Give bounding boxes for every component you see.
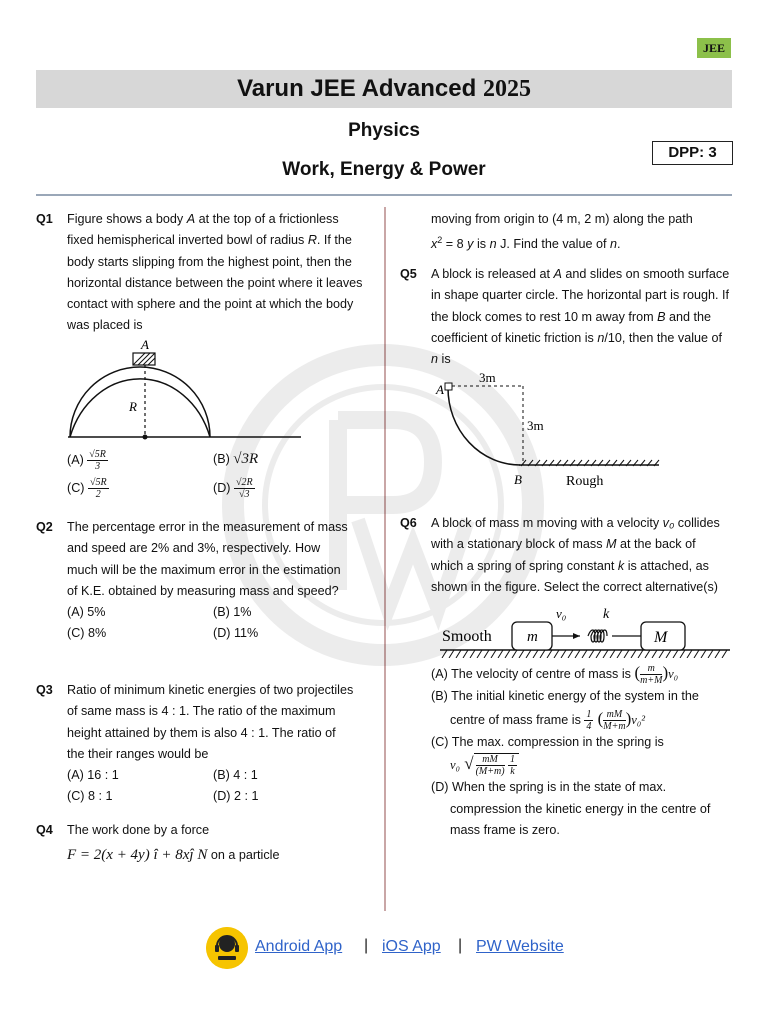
ios-app-link[interactable]: iOS App bbox=[382, 938, 441, 955]
option-d[interactable]: (D) 2 : 1 bbox=[213, 789, 259, 804]
option-a[interactable]: (A) 16 : 1 bbox=[67, 768, 119, 783]
q4-continued-line2: $x^2 = 8$ y is n J. Find the value of n. bbox=[431, 235, 621, 252]
question-q5 bbox=[400, 264, 730, 492]
option-a[interactable]: (A) The velocity of centre of mass is ( $\frac{m}{m+M}$ )v₀ bbox=[431, 663, 679, 687]
question-number: Q5 bbox=[400, 267, 417, 281]
page-title-text: Varun JEE Advanced bbox=[237, 75, 477, 102]
question-text: Ratio of minimum kinetic energies of two projectiles of same mass is 4 : 1. The ratio of the maximum height attained by them is also 4 : 1. The ratio of the their ranges would be bbox=[67, 683, 354, 761]
option-d[interactable]: (D) When the spring is in the state of max. compression the kinetic energy in the centre of mass frame is zero. bbox=[431, 780, 711, 837]
q1-label-r: R bbox=[129, 398, 137, 414]
question-number: Q3 bbox=[36, 683, 53, 697]
q5-label-a: A bbox=[436, 382, 444, 398]
page-title-year: 2025 bbox=[482, 76, 531, 102]
footer-separator: | bbox=[364, 937, 369, 954]
question-q1 bbox=[36, 209, 366, 507]
option-d[interactable]: (D) 11% bbox=[213, 626, 259, 641]
q4-continued-line1: moving from origin to (4 m, 2 m) along the path bbox=[431, 212, 693, 226]
option-c[interactable]: (C) The max. compression in the spring is v₀ √ $\frac{mM}{(M+m)}$ $\frac{1}{k}$ bbox=[431, 734, 664, 778]
q5-side-length: 3m bbox=[527, 418, 544, 434]
q4-formula-tail: on a particle bbox=[207, 848, 280, 863]
subject-heading: Physics bbox=[348, 120, 420, 141]
option-b[interactable]: (B) 4 : 1 bbox=[213, 768, 258, 783]
q6-smooth-label: Smooth bbox=[442, 628, 492, 646]
q6-options bbox=[431, 662, 730, 841]
question-text: The percentage error in the measurement of mass and speed are 2% and 3%, respectively. How much will be the maximum error in the estimation of K.E. obtained by measuring mass and speed? bbox=[67, 520, 348, 598]
option-c[interactable]: (C) 8 : 1 bbox=[67, 789, 113, 804]
android-app-link[interactable]: Android App bbox=[255, 938, 343, 955]
q6-block-m: m bbox=[527, 629, 538, 646]
option-c[interactable]: (C) $\frac{√5R}{2}$ bbox=[67, 476, 107, 500]
question-number: Q2 bbox=[36, 520, 53, 534]
option-b[interactable]: (B) 1% bbox=[213, 605, 252, 620]
question-q4 bbox=[36, 820, 366, 867]
question-q4-continued bbox=[400, 209, 730, 256]
option-d[interactable]: (D) $\frac{√2R}{√3}$ bbox=[213, 476, 253, 500]
q6-spring-k: k bbox=[603, 607, 610, 623]
chapter-heading: Work, Energy & Power bbox=[282, 159, 486, 180]
question-number: Q4 bbox=[36, 823, 53, 837]
q6-velocity-label: v₀ bbox=[556, 606, 567, 622]
pw-website-link[interactable]: PW Website bbox=[476, 938, 564, 955]
question-number: Q1 bbox=[36, 212, 53, 226]
question-text: A block is released at A and slides on smooth surface in shape quarter circle. The horizontal part is rough. If the block comes to rest 10 m away from B and the coefficient of kinetic friction is n/10, then the value of n is bbox=[431, 267, 730, 367]
question-text: Figure shows a body A at the top of a frictionless fixed hemispherical inverted bowl of radius R. If the body starts slipping from the highest point, then the horizontal distance between the point where it leaves contact with sphere and the point at which the body was placed is bbox=[67, 212, 363, 333]
question-q6 bbox=[400, 513, 730, 841]
q5-rough-label: Rough bbox=[566, 474, 604, 490]
q5-quarter-circle-figure bbox=[431, 370, 671, 492]
option-b[interactable]: (B) √3R bbox=[213, 450, 259, 467]
exam-tag: JEE bbox=[697, 38, 731, 58]
q1-label-a: A bbox=[141, 336, 149, 352]
option-b[interactable]: (B) The initial kinetic energy of the system in the centre of mass frame is $\frac{1}{4}$ ( $\frac{mM}{M+m}$ )v₀² bbox=[431, 689, 699, 732]
q4-force-formula: F = 2(x + 4y) î + 8xĵ N bbox=[67, 847, 208, 864]
question-q3 bbox=[36, 680, 354, 808]
q2-options bbox=[67, 602, 354, 645]
q1-options bbox=[67, 449, 366, 507]
q6-block-M: M bbox=[654, 629, 668, 647]
question-text: A block of mass m moving with a velocity v₀ collides with a stationary block of mass M at the back of which a spring of spring constant k is attached, as shown in the figure. Select the correct alternative(s) bbox=[431, 516, 720, 594]
option-a[interactable]: (A) 5% bbox=[67, 605, 106, 620]
q3-options bbox=[67, 765, 354, 808]
question-q2 bbox=[36, 517, 354, 645]
option-c[interactable]: (C) 8% bbox=[67, 626, 107, 641]
question-number: Q6 bbox=[400, 516, 417, 530]
footer-separator: | bbox=[458, 937, 463, 954]
q6-spring-blocks-figure bbox=[440, 598, 730, 658]
q5-label-b: B bbox=[514, 472, 522, 488]
q1-hemisphere-figure bbox=[66, 337, 306, 449]
footer bbox=[0, 926, 768, 970]
q4-formula-line bbox=[67, 845, 366, 866]
header-divider bbox=[36, 194, 732, 196]
customer-service-logo bbox=[206, 927, 248, 969]
question-text: The work done by a force bbox=[67, 823, 210, 837]
option-a[interactable]: (A) $\frac{√5R}{3}$ bbox=[67, 448, 106, 472]
dpp-badge: DPP: 3 bbox=[652, 141, 733, 165]
q5-top-length: 3m bbox=[479, 370, 496, 386]
page-title bbox=[36, 70, 732, 108]
